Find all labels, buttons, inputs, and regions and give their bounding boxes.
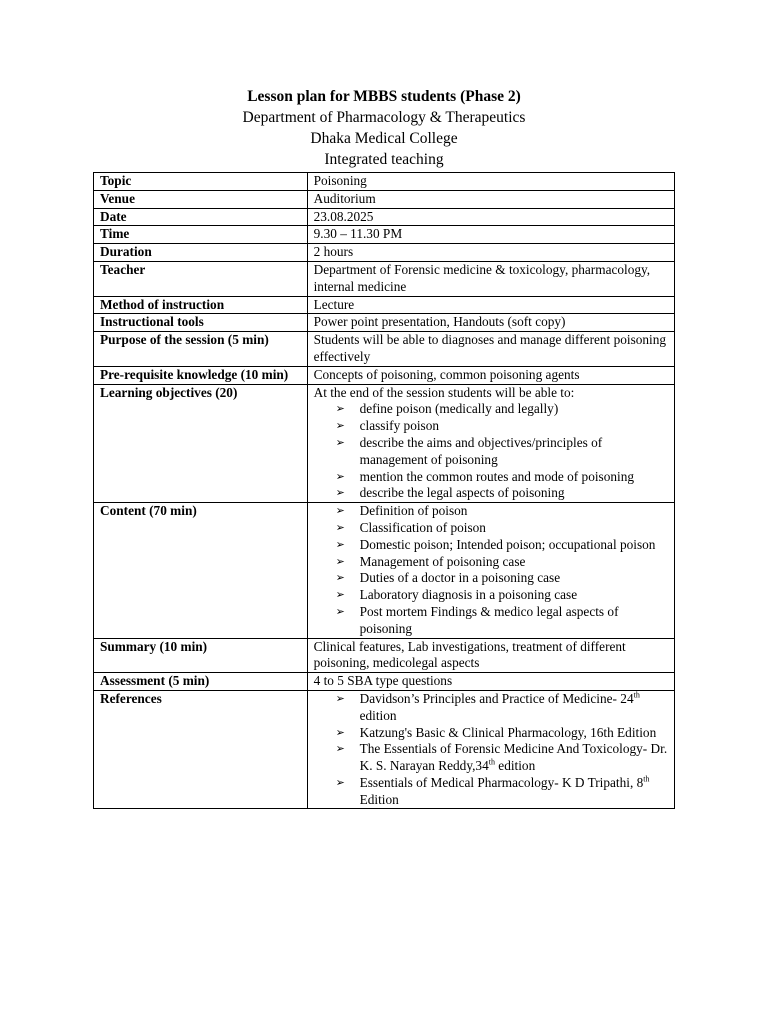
list-item: ➢ describe the aims and objectives/principles of management of poisoning	[335, 434, 603, 467]
table-row	[94, 384, 675, 503]
arrowhead-bullet-icon: ➢	[335, 588, 345, 602]
arrowhead-bullet-icon: ➢	[335, 520, 345, 534]
table-row	[94, 173, 675, 191]
table-row	[94, 503, 675, 638]
row-label: Learning objectives (20)	[94, 384, 308, 503]
row-label: References	[94, 690, 308, 809]
row-label: Method of instruction	[94, 296, 308, 314]
row-value: Concepts of poisoning, common poisoning agents	[307, 366, 674, 384]
list-item: ➢ Laboratory diagnosis in a poisoning case	[335, 587, 578, 603]
row-value: Power point presentation, Handouts (soft copy)	[307, 314, 674, 332]
row-label: Purpose of the session (5 min)	[94, 332, 308, 367]
row-value: 9.30 – 11.30 PM	[307, 226, 674, 244]
table-row	[94, 244, 675, 262]
content-cell	[307, 503, 674, 638]
table-row	[94, 226, 675, 244]
row-label: Date	[94, 208, 308, 226]
document-title: Lesson plan for MBBS students (Phase 2)	[247, 88, 521, 105]
row-value: 4 to 5 SBA type questions	[307, 673, 674, 691]
row-label: Summary (10 min)	[94, 638, 308, 673]
references-list	[314, 691, 668, 809]
arrowhead-bullet-icon: ➢	[335, 691, 345, 705]
objectives-list	[314, 401, 668, 502]
list-item: ➢ Management of poisoning case	[335, 553, 526, 569]
list-item: ➢ Domestic poison; Intended poison; occupational poison	[335, 536, 656, 552]
row-label: Content (70 min)	[94, 503, 308, 638]
row-value: Students will be able to diagnoses and manage different poisoning effectively	[307, 332, 674, 367]
arrowhead-bullet-icon: ➢	[335, 419, 345, 433]
content-list	[314, 503, 668, 637]
document-subtitle: Integrated teaching	[324, 151, 444, 168]
row-value: 23.08.2025	[307, 208, 674, 226]
list-item: ➢ Post mortem Findings & medico legal aspects of poisoning	[335, 603, 619, 636]
row-value: Poisoning	[307, 173, 674, 191]
table-row	[94, 332, 675, 367]
arrowhead-bullet-icon: ➢	[335, 469, 345, 483]
list-item: ➢ Essentials of Medical Pharmacology- K D Tripathi, 8th Edition	[335, 774, 650, 807]
list-item: ➢ Duties of a doctor in a poisoning case	[335, 570, 561, 586]
arrowhead-bullet-icon: ➢	[335, 742, 345, 756]
list-item: ➢ describe the legal aspects of poisoning	[335, 485, 565, 501]
row-label: Time	[94, 226, 308, 244]
table-row	[94, 673, 675, 691]
table-row	[94, 690, 675, 809]
arrowhead-bullet-icon: ➢	[335, 435, 345, 449]
arrowhead-bullet-icon: ➢	[335, 504, 345, 518]
college-name: Dhaka Medical College	[310, 130, 458, 147]
list-item: ➢ Davidson’s Principles and Practice of Medicine- 24th edition	[335, 690, 640, 723]
table-row	[94, 314, 675, 332]
row-label: Venue	[94, 190, 308, 208]
list-item: ➢ Definition of poison	[335, 503, 468, 519]
row-value: Department of Forensic medicine & toxicology, pharmacology, internal medicine	[307, 261, 674, 296]
table-row	[94, 208, 675, 226]
arrowhead-bullet-icon: ➢	[335, 604, 345, 618]
objectives-intro: At the end of the session students will be able to:	[313, 384, 575, 400]
references-cell	[307, 690, 674, 809]
row-label: Topic	[94, 173, 308, 191]
arrowhead-bullet-icon: ➢	[335, 402, 345, 416]
table-row	[94, 190, 675, 208]
row-value: Clinical features, Lab investigations, treatment of different poisoning, medicolegal aspects	[307, 638, 674, 673]
row-label: Instructional tools	[94, 314, 308, 332]
arrowhead-bullet-icon: ➢	[335, 486, 345, 500]
row-label: Teacher	[94, 261, 308, 296]
document-header	[0, 86, 768, 170]
row-label: Assessment (5 min)	[94, 673, 308, 691]
arrowhead-bullet-icon: ➢	[335, 775, 345, 789]
arrowhead-bullet-icon: ➢	[335, 725, 345, 739]
lesson-plan-table	[93, 172, 675, 809]
department-name: Department of Pharmacology & Therapeutics	[242, 109, 526, 126]
list-item: ➢ Classification of poison	[335, 519, 486, 535]
list-item: ➢ mention the common routes and mode of poisoning	[335, 468, 635, 484]
arrowhead-bullet-icon: ➢	[335, 554, 345, 568]
row-value: Lecture	[307, 296, 674, 314]
objectives-cell	[307, 384, 674, 503]
table-row	[94, 296, 675, 314]
arrowhead-bullet-icon: ➢	[335, 571, 345, 585]
table-row	[94, 261, 675, 296]
row-value: Auditorium	[307, 190, 674, 208]
list-item: ➢ classify poison	[335, 418, 440, 434]
table-row	[94, 638, 675, 673]
row-label: Duration	[94, 244, 308, 262]
list-item: ➢ The Essentials of Forensic Medicine And Toxicology- Dr. K. S. Narayan Reddy,34th edition	[335, 741, 668, 774]
list-item: ➢ Katzung's Basic & Clinical Pharmacology, 16th Edition	[335, 724, 657, 740]
row-label: Pre-requisite knowledge (10 min)	[94, 366, 308, 384]
list-item: ➢ define poison (medically and legally)	[335, 401, 559, 417]
row-value: 2 hours	[307, 244, 674, 262]
table-row	[94, 366, 675, 384]
arrowhead-bullet-icon: ➢	[335, 537, 345, 551]
